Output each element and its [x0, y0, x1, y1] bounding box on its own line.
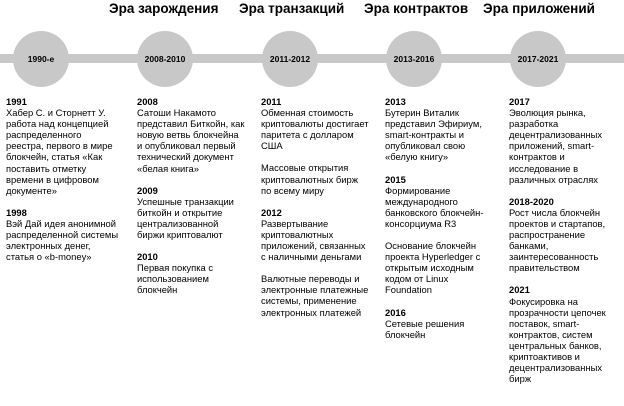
period-node-2013-2016 — [386, 31, 442, 87]
entry-year: 2009 — [137, 184, 158, 196]
timeline-column-1990s — [6, 96, 126, 273]
timeline-entry — [385, 174, 505, 229]
timeline-entry — [261, 162, 381, 195]
timeline-entry — [509, 96, 623, 185]
entry-year: 2013 — [385, 96, 406, 107]
entry-year: 1998 — [6, 206, 27, 218]
timeline-entry — [137, 96, 257, 174]
entry-text: Бутерин Виталик представил Эфириум, smart-контракты и опубликовал свою «белую книгу» — [385, 107, 482, 163]
entry-year: 2016 — [385, 306, 406, 318]
entry-year: 2010 — [137, 251, 158, 263]
entry-text: Развертывание криптовалютных приложений, связанных с наличными деньгами — [261, 217, 366, 263]
timeline-entry — [137, 185, 257, 240]
entry-year: 2011 — [261, 96, 282, 107]
timeline-entry — [261, 96, 381, 151]
entry-text: Вэй Дай идея анонимной распределенной системы электронных денег, статья о «b-money» — [6, 217, 119, 263]
entry-text: Эволюция рынка, разработка децентрализованных приложений, smart- контрактов и исследование в различных отраслях — [509, 107, 603, 185]
era-title-contracts: Эра контрактов — [364, 1, 469, 16]
entry-text: Хабер С. и Сторнетт У. работа над концепцией распределенного реестра, первого в мире блокчейн, статья «Как поставить отметку времени в цифровом документе» — [6, 107, 113, 196]
entry-text: Первая покупка с использованием блокчейн — [137, 262, 214, 296]
period-label: 1990-е — [27, 54, 55, 64]
timeline-entry — [509, 196, 623, 274]
timeline-entry — [137, 251, 257, 295]
period-node-1990s — [13, 31, 69, 87]
period-node-2011-2012 — [262, 31, 318, 87]
timeline-entry — [6, 96, 126, 196]
entry-year: 2012 — [261, 206, 282, 218]
entry-year: 2008 — [137, 96, 158, 107]
period-label: 2008-2010 — [144, 54, 186, 64]
entry-text: Массовые открытия криптовалютных бирж по всему миру — [261, 162, 359, 196]
entry-text: Фокусировка на прозрачности цепочек поставок, smart- контрактов, систем центральных банков, криптоактивов и децентрализованных бирж — [509, 295, 606, 385]
era-title-applications: Эра приложений — [483, 1, 595, 16]
entry-text: Формирование международного банковского блокчейн- консорциума R3 — [385, 184, 484, 229]
timeline-column-2011-2012 — [261, 96, 381, 329]
timeline-entry — [509, 284, 623, 384]
entry-text: Успешные транзакции биткойн и открытие централизованной биржи криптовалют — [137, 195, 234, 241]
period-node-2008-2010 — [137, 31, 193, 87]
timeline-entry — [6, 207, 126, 262]
entry-year: 2021 — [509, 284, 530, 296]
entry-text: Сатоши Накамото представил Биткойн, как новую ветвь блокчейна и опубликовал первый технический документ «белая книга» — [137, 107, 245, 174]
entry-text: Сетевые решения блокчейн — [385, 317, 465, 340]
entry-year: 2017 — [509, 96, 530, 107]
timeline-entry — [385, 96, 505, 163]
entry-text: Основание блокчейн проекта Hyperledger с открытым исходным кодом от Linux Foundation — [385, 240, 481, 296]
period-node-2017-2021 — [510, 31, 566, 87]
era-title-transactions: Эра транзакций — [239, 1, 345, 16]
timeline-column-2013-2016 — [385, 96, 505, 351]
timeline-entry — [385, 240, 505, 295]
timeline-column-2008-2010 — [137, 96, 257, 307]
period-label: 2013-2016 — [393, 54, 435, 64]
entry-text: Рост числа блокчейн проектов и стартапов, распространение банками, заинтересованность правительством — [509, 206, 606, 274]
timeline-entry — [261, 273, 381, 317]
period-label: 2011-2012 — [269, 54, 311, 64]
entry-text: Валютные переводы и электронные платежные системы, применение электронных платежей — [261, 273, 369, 318]
timeline-entry — [261, 207, 381, 262]
entry-year: 1991 — [6, 96, 27, 107]
timeline-entry — [385, 307, 505, 340]
entry-year: 2018-2020 — [509, 195, 554, 207]
timeline-column-2017-2021 — [509, 96, 623, 384]
entry-year: 2015 — [385, 173, 406, 185]
entry-text: Обменная стоимость криптовалюты достигает паритета с долларом США — [261, 107, 369, 152]
period-label: 2017-2021 — [517, 54, 559, 64]
era-title-origin: Эра зарождения — [109, 1, 219, 16]
